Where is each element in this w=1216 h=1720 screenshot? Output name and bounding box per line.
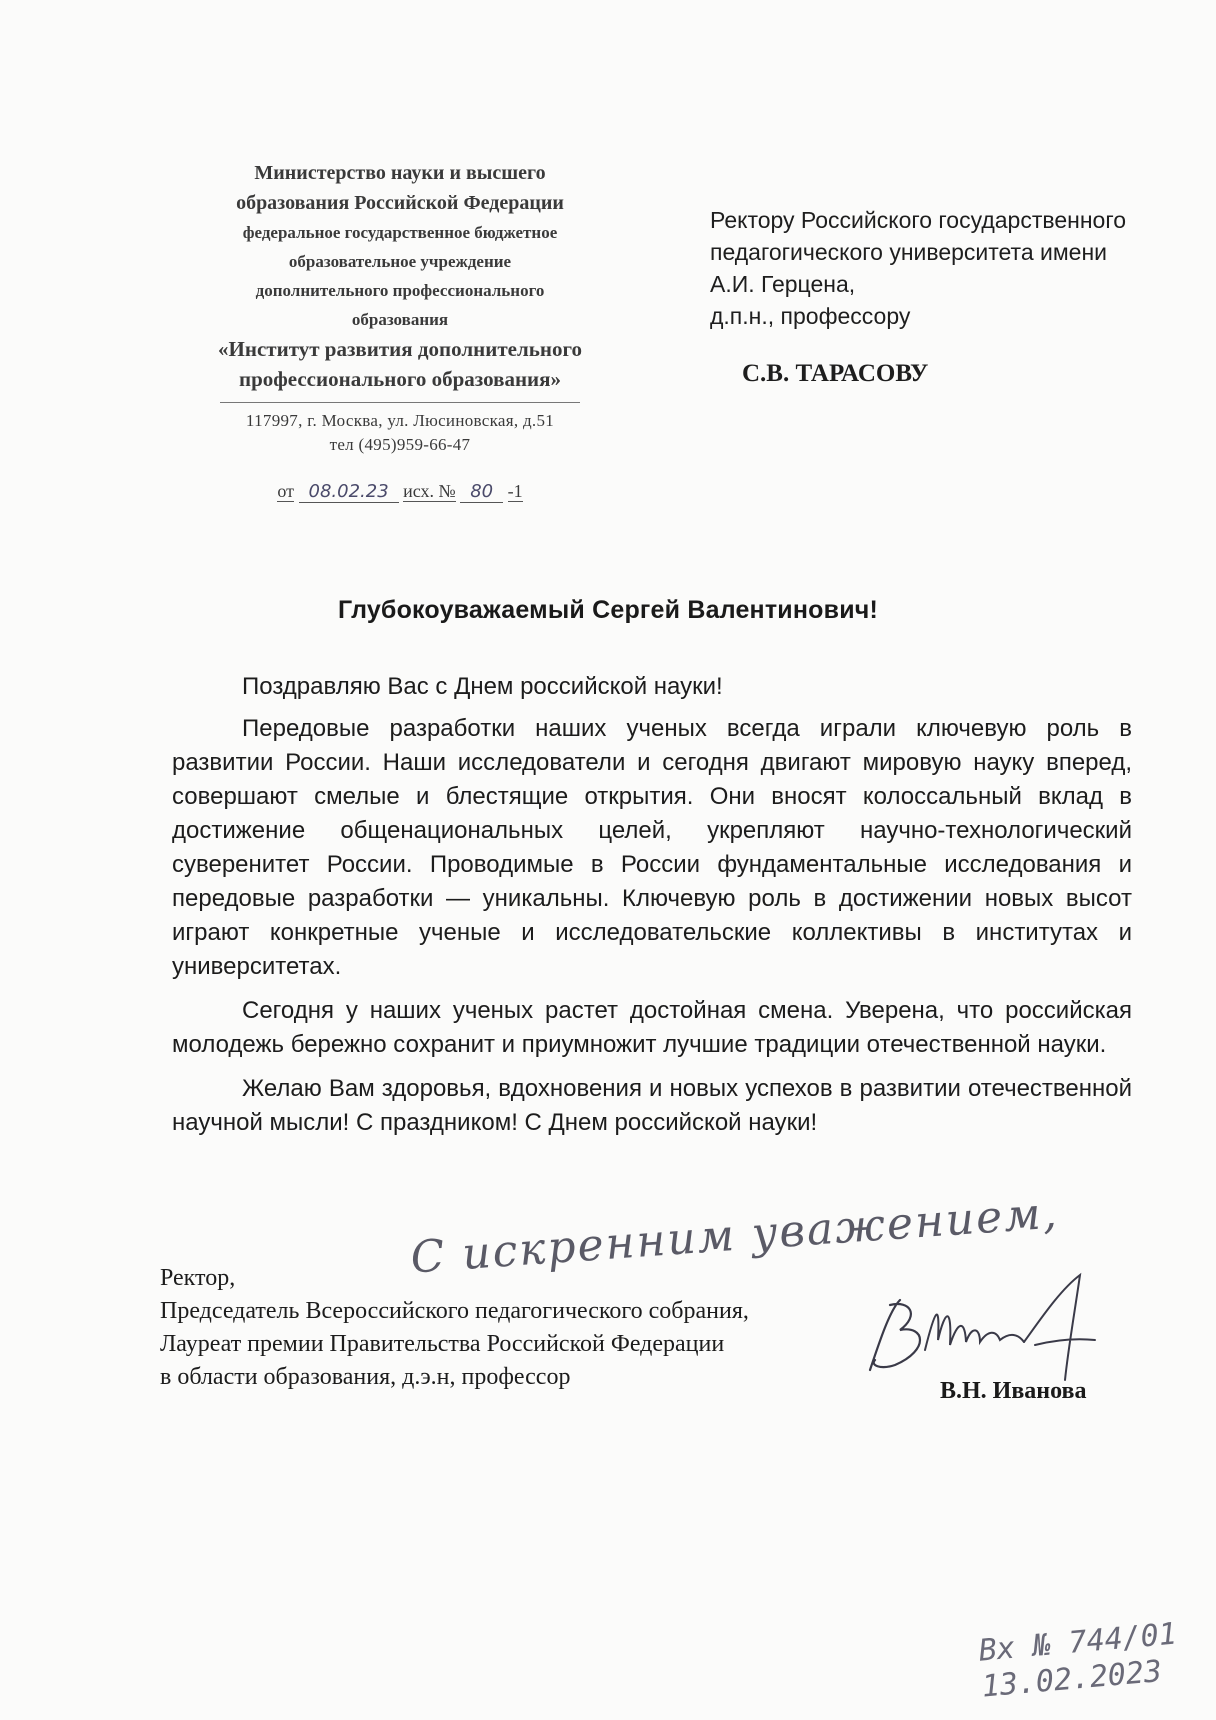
body-paragraph-3: Сегодня у наших ученых растет достойная смена. Уверена, что российская молодежь бережно сохранит и приумножит лучшие традиции отечественной науки. [172, 997, 1132, 1058]
sender-ministry-line-1: Министерство науки и высшего [254, 162, 546, 184]
recipient-line-2: педагогического университета имени [710, 239, 1108, 265]
signatory-title-line-1: Ректор, [160, 1265, 236, 1291]
outgoing-reference [170, 479, 630, 504]
ref-number: 80 [460, 481, 503, 503]
sender-org-line-2: образовательное учреждение [288, 252, 512, 271]
ref-from-label: от [277, 481, 294, 501]
signatory-title-line-2: Председатель Всероссийского педагогического собрания, [160, 1298, 749, 1324]
recipient-name: С.В. ТАРАСОВУ [742, 360, 929, 387]
ref-out-label: исх. № [403, 481, 456, 501]
sender-divider [220, 402, 580, 403]
handwritten-closing: С искренним уважением, [409, 1187, 1061, 1284]
recipient-line-1: Ректору Российского государственного [710, 207, 1126, 233]
incoming-date: 13.02.2023 [980, 1653, 1164, 1705]
recipient-block [710, 204, 1150, 390]
body-paragraph-1: Поздравляю Вас с Днем российской науки! [242, 673, 723, 700]
letter-body [172, 670, 1132, 1150]
signatory-name: В.Н. Иванова [940, 1378, 1087, 1404]
sender-institute-line-1: «Институт развития дополнительного [218, 337, 582, 361]
incoming-number: Вх № 744/01 [977, 1616, 1179, 1669]
ref-suffix: -1 [507, 481, 523, 501]
sender-org-line-3: дополнительного профессионального [255, 281, 545, 300]
recipient-line-4: д.п.н., профессору [710, 303, 911, 329]
sender-ministry-line-2: образования Российской Федерации [236, 192, 564, 214]
sender-org-line-4: образования [351, 310, 449, 329]
sender-phone: тел (495)959-66-47 [329, 435, 471, 454]
sender-institute-line-2: профессионального образования» [238, 367, 562, 391]
sender-block [170, 158, 630, 504]
sender-address: 117997, г. Москва, ул. Люсиновская, д.51 [245, 411, 555, 430]
greeting: Глубокоуважаемый Сергей Валентинович! [337, 596, 879, 624]
signatory-title-line-4: в области образования, д.э.н, профессор [160, 1364, 571, 1390]
signatory-title [160, 1262, 840, 1394]
body-paragraph-2: Передовые разработки наших ученых всегда играли ключевую роль в развитии России. Наши исследователи и сегодня двигают мировую науку вперед, совершают смелые и блестящие открытия. Они вносят колоссальный вклад в достижение общенациональных целей, укрепляют научно-технологический суверенитет России. Проводимые в России фундаментальные исследования и передовые разработки — уникальны. Ключевую роль в достижении новых высот играют конкретные ученые и исследовательские коллективы в институтах и университетах. [172, 715, 1132, 980]
ref-date: 08.02.23 [299, 481, 399, 503]
incoming-registration [977, 1616, 1183, 1705]
signatory-title-line-3: Лауреат премии Правительства Российской Федерации [160, 1331, 725, 1357]
body-paragraph-4: Желаю Вам здоровья, вдохновения и новых успехов в развитии отечественной научной мысли! С праздником! С Днем российской науки! [172, 1075, 1132, 1136]
recipient-line-3: А.И. Герцена, [710, 271, 856, 297]
signature-icon [840, 1270, 1120, 1390]
sender-org-line-1: федеральное государственное бюджетное [242, 223, 558, 242]
